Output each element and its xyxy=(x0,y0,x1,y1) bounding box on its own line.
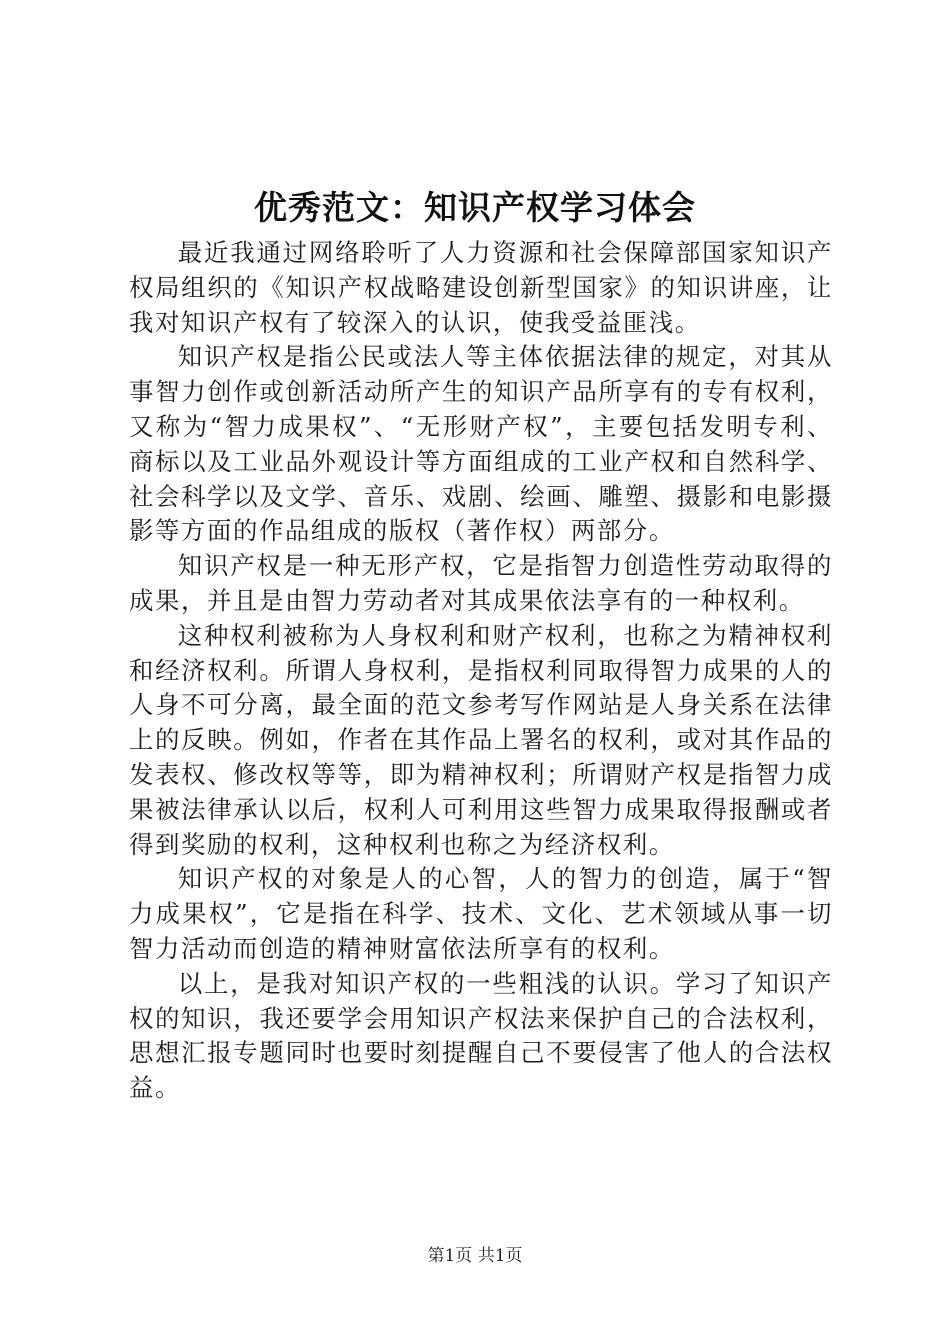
paragraph: 知识产权是指公民或法人等主体依据法律的规定，对其从事智力创作或创新活动所产生的知识产品所享有的专有权利，又称为“智力成果权”、“无形财产权”，主要包括发明专利、商标以及工业品外观设计等方面组成的工业产权和自然科学、社会科学以及文学、音乐、戏剧、绘画、雕塑、摄影和电影摄影等方面的作品组成的版权（著作权）两部分。 xyxy=(129,342,833,546)
paragraph: 这种权利被称为人身权利和财产权利，也称之为精神权利和经济权利。所谓人身权利，是指权利同取得智力成果的人的人身不可分离，最全面的范文参考写作网站是人身关系在法律上的反映。例如，作者在其作品上署名的权利，或对其作品的发表权、修改权等等，即为精神权利；所谓财产权是指智力成果被法律承认以后，权利人可利用这些智力成果取得报酬或者得到奖励的权利，这种权利也称之为经济权利。 xyxy=(129,620,833,859)
paragraph: 知识产权是一种无形产权，它是指智力创造性劳动取得的成果，并且是由智力劳动者对其成果依法享有的一种权利。 xyxy=(129,551,833,615)
document-body xyxy=(129,236,833,1106)
document-title: 优秀范文：知识产权学习体会 xyxy=(254,188,696,227)
paragraph: 知识产权的对象是人的心智，人的智力的创造，属于“智力成果权”，它是指在科学、技术、文化、艺术领域从事一切智力活动而创造的精神财富依法所享有的权利。 xyxy=(129,864,833,963)
page-footer: 第1页 共1页 xyxy=(427,1246,523,1266)
paragraph: 以上，是我对知识产权的一些粗浅的认识。学习了知识产权的知识，我还要学会用知识产权法来保护自己的合法权利，思想汇报专题同时也要时刻提醒自己不要侵害了他人的合法权益。 xyxy=(129,968,833,1103)
paragraph: 最近我通过网络聆听了人力资源和社会保障部国家知识产权局组织的《知识产权战略建设创新型国家》的知识讲座，让我对知识产权有了较深入的认识，使我受益匪浅。 xyxy=(129,238,833,337)
